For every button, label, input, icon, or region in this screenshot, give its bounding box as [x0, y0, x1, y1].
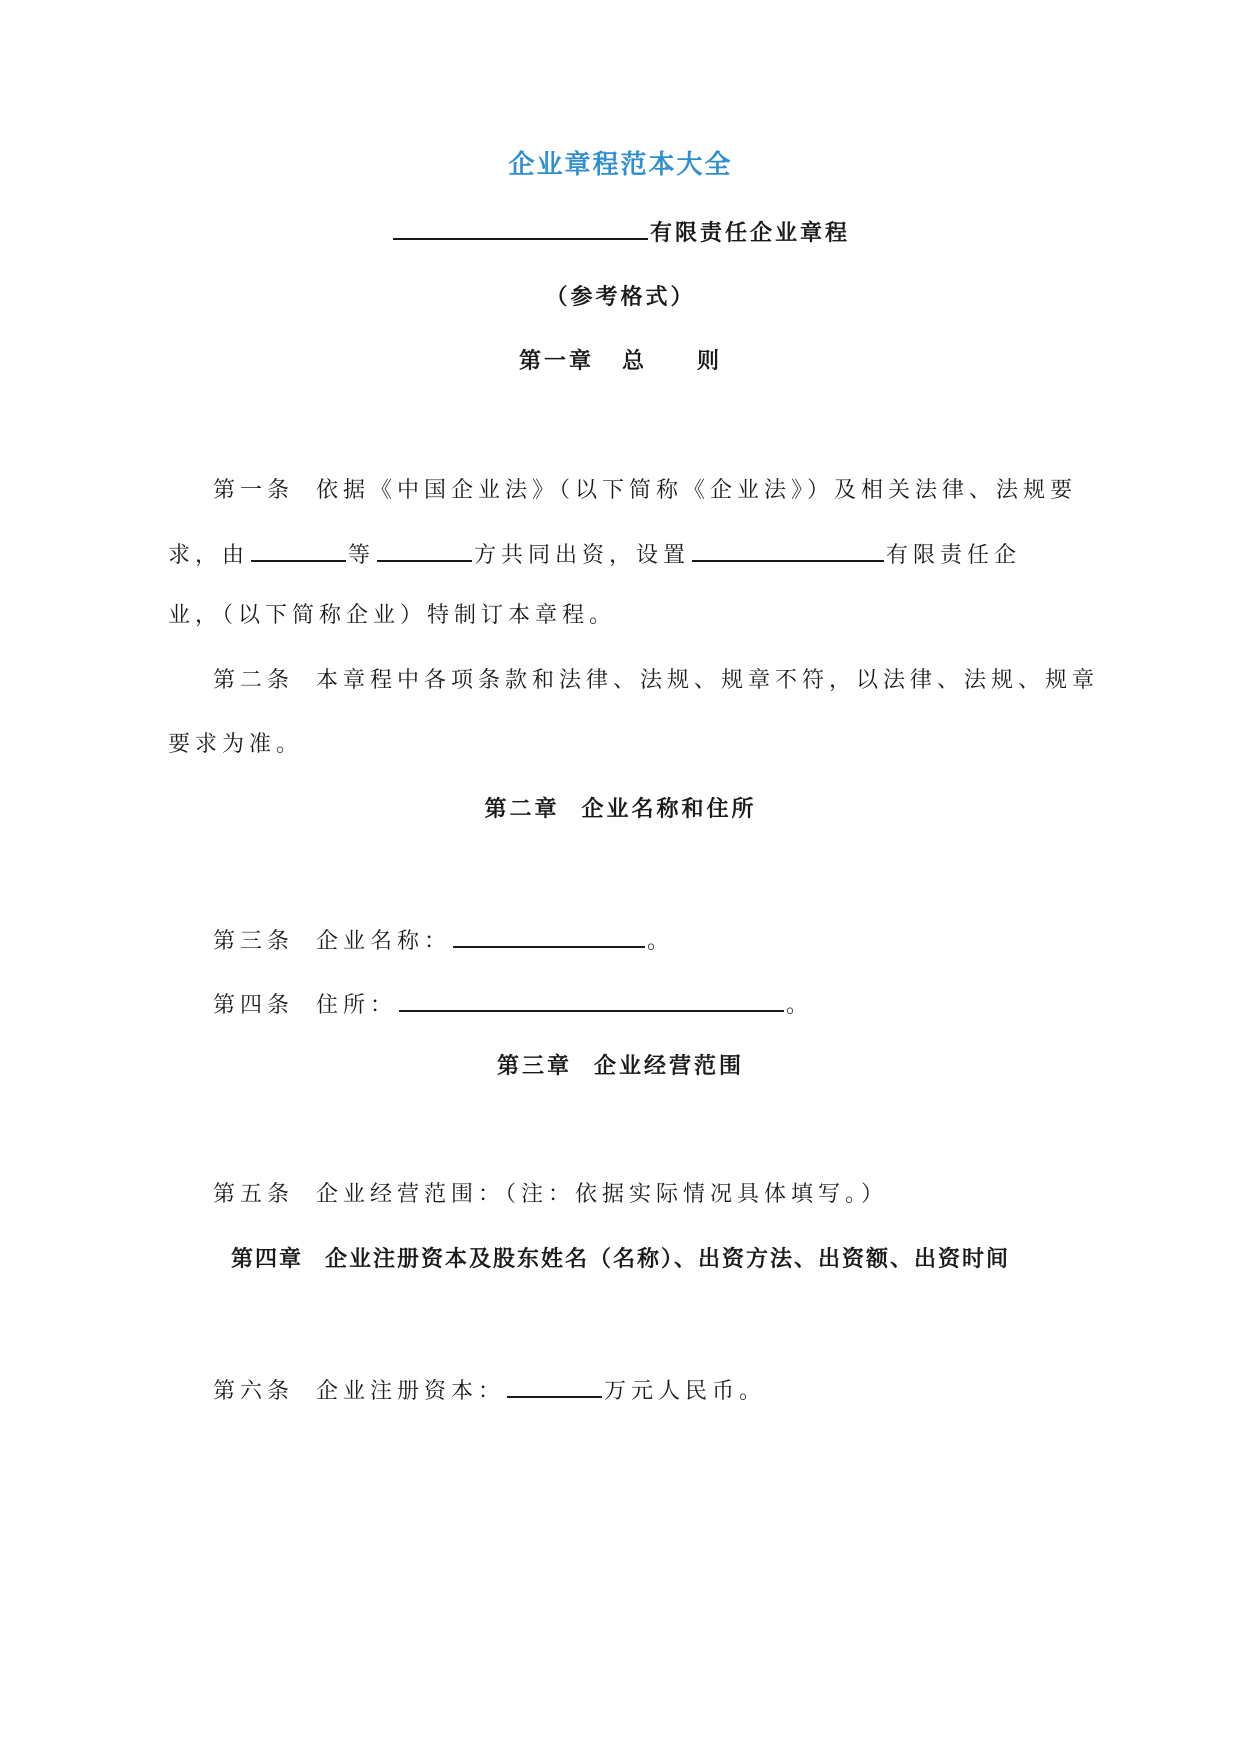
article-text: 企业注册资本： — [316, 1379, 506, 1404]
party-count-blank — [377, 538, 472, 562]
article-label: 第六条 — [213, 1379, 295, 1404]
article-text: 方共同出资，设置 — [474, 543, 691, 568]
article-text: 企业经营范围：（注：依据实际情况具体填写。） — [316, 1182, 889, 1207]
article-text: 本章程中各项条款和法律、法规、规章不符，以法律、法规、规章 — [316, 668, 1100, 693]
article-end: 。 — [786, 993, 814, 1018]
chapter-name: 企业经营范围 — [594, 1053, 745, 1079]
chapter-4-heading — [0, 1244, 1241, 1274]
chapter-2-heading — [0, 794, 1241, 824]
chapter-name: 企业注册资本及股东姓名（名称）、出资方法、出资额、出资时间 — [325, 1246, 1011, 1272]
article-1-line-3: 业，（以下简称企业）特制订本章程。 — [168, 603, 617, 628]
document-title: 企业章程范本大全 — [508, 150, 733, 180]
article-2-line-2: 要求为准。 — [168, 732, 304, 757]
article-label: 第二条 — [213, 668, 295, 693]
company-name-blank — [692, 538, 884, 562]
chapter-name: 总 则 — [622, 348, 723, 374]
article-2-line-1 — [213, 666, 1099, 696]
capital-amount-blank — [507, 1374, 602, 1398]
chapter-number: 第四章 — [230, 1246, 303, 1272]
company-name-blank — [453, 924, 645, 948]
article-label: 第一条 — [213, 478, 295, 503]
article-1-line-2 — [168, 538, 1021, 571]
article-6 — [213, 1374, 766, 1407]
document-subtitle: 有限责任企业章程 — [649, 220, 850, 246]
article-text: 企业名称： — [316, 929, 452, 954]
article-4 — [213, 988, 813, 1021]
article-3 — [213, 924, 674, 957]
article-end: 。 — [647, 929, 675, 954]
article-label: 第三条 — [213, 929, 295, 954]
chapter-number: 第三章 — [496, 1053, 572, 1079]
article-5 — [213, 1180, 888, 1210]
article-text: 求，由 — [168, 543, 250, 568]
address-blank — [399, 988, 784, 1012]
chapter-1-heading — [0, 346, 1241, 376]
chapter-3-heading — [0, 1051, 1241, 1081]
company-name-blank — [393, 216, 648, 240]
article-label: 第五条 — [213, 1182, 295, 1207]
chapter-number: 第二章 — [484, 796, 560, 822]
article-1-line-1 — [213, 476, 1077, 506]
investor-blank — [251, 538, 346, 562]
article-text: 等 — [348, 543, 376, 568]
article-text: 住所： — [316, 993, 398, 1018]
chapter-name: 企业名称和住所 — [581, 796, 757, 822]
chapter-number: 第一章 — [518, 348, 594, 374]
article-label: 第四条 — [213, 993, 295, 1018]
article-text: 有限责任企 — [886, 543, 1022, 568]
format-note: （参考格式） — [545, 284, 696, 310]
document-subtitle-line — [0, 216, 1241, 248]
article-end: 万元人民币。 — [604, 1379, 767, 1404]
article-text: 依据《中国企业法》（以下简称《企业法》）及相关法律、法规要 — [316, 478, 1078, 503]
